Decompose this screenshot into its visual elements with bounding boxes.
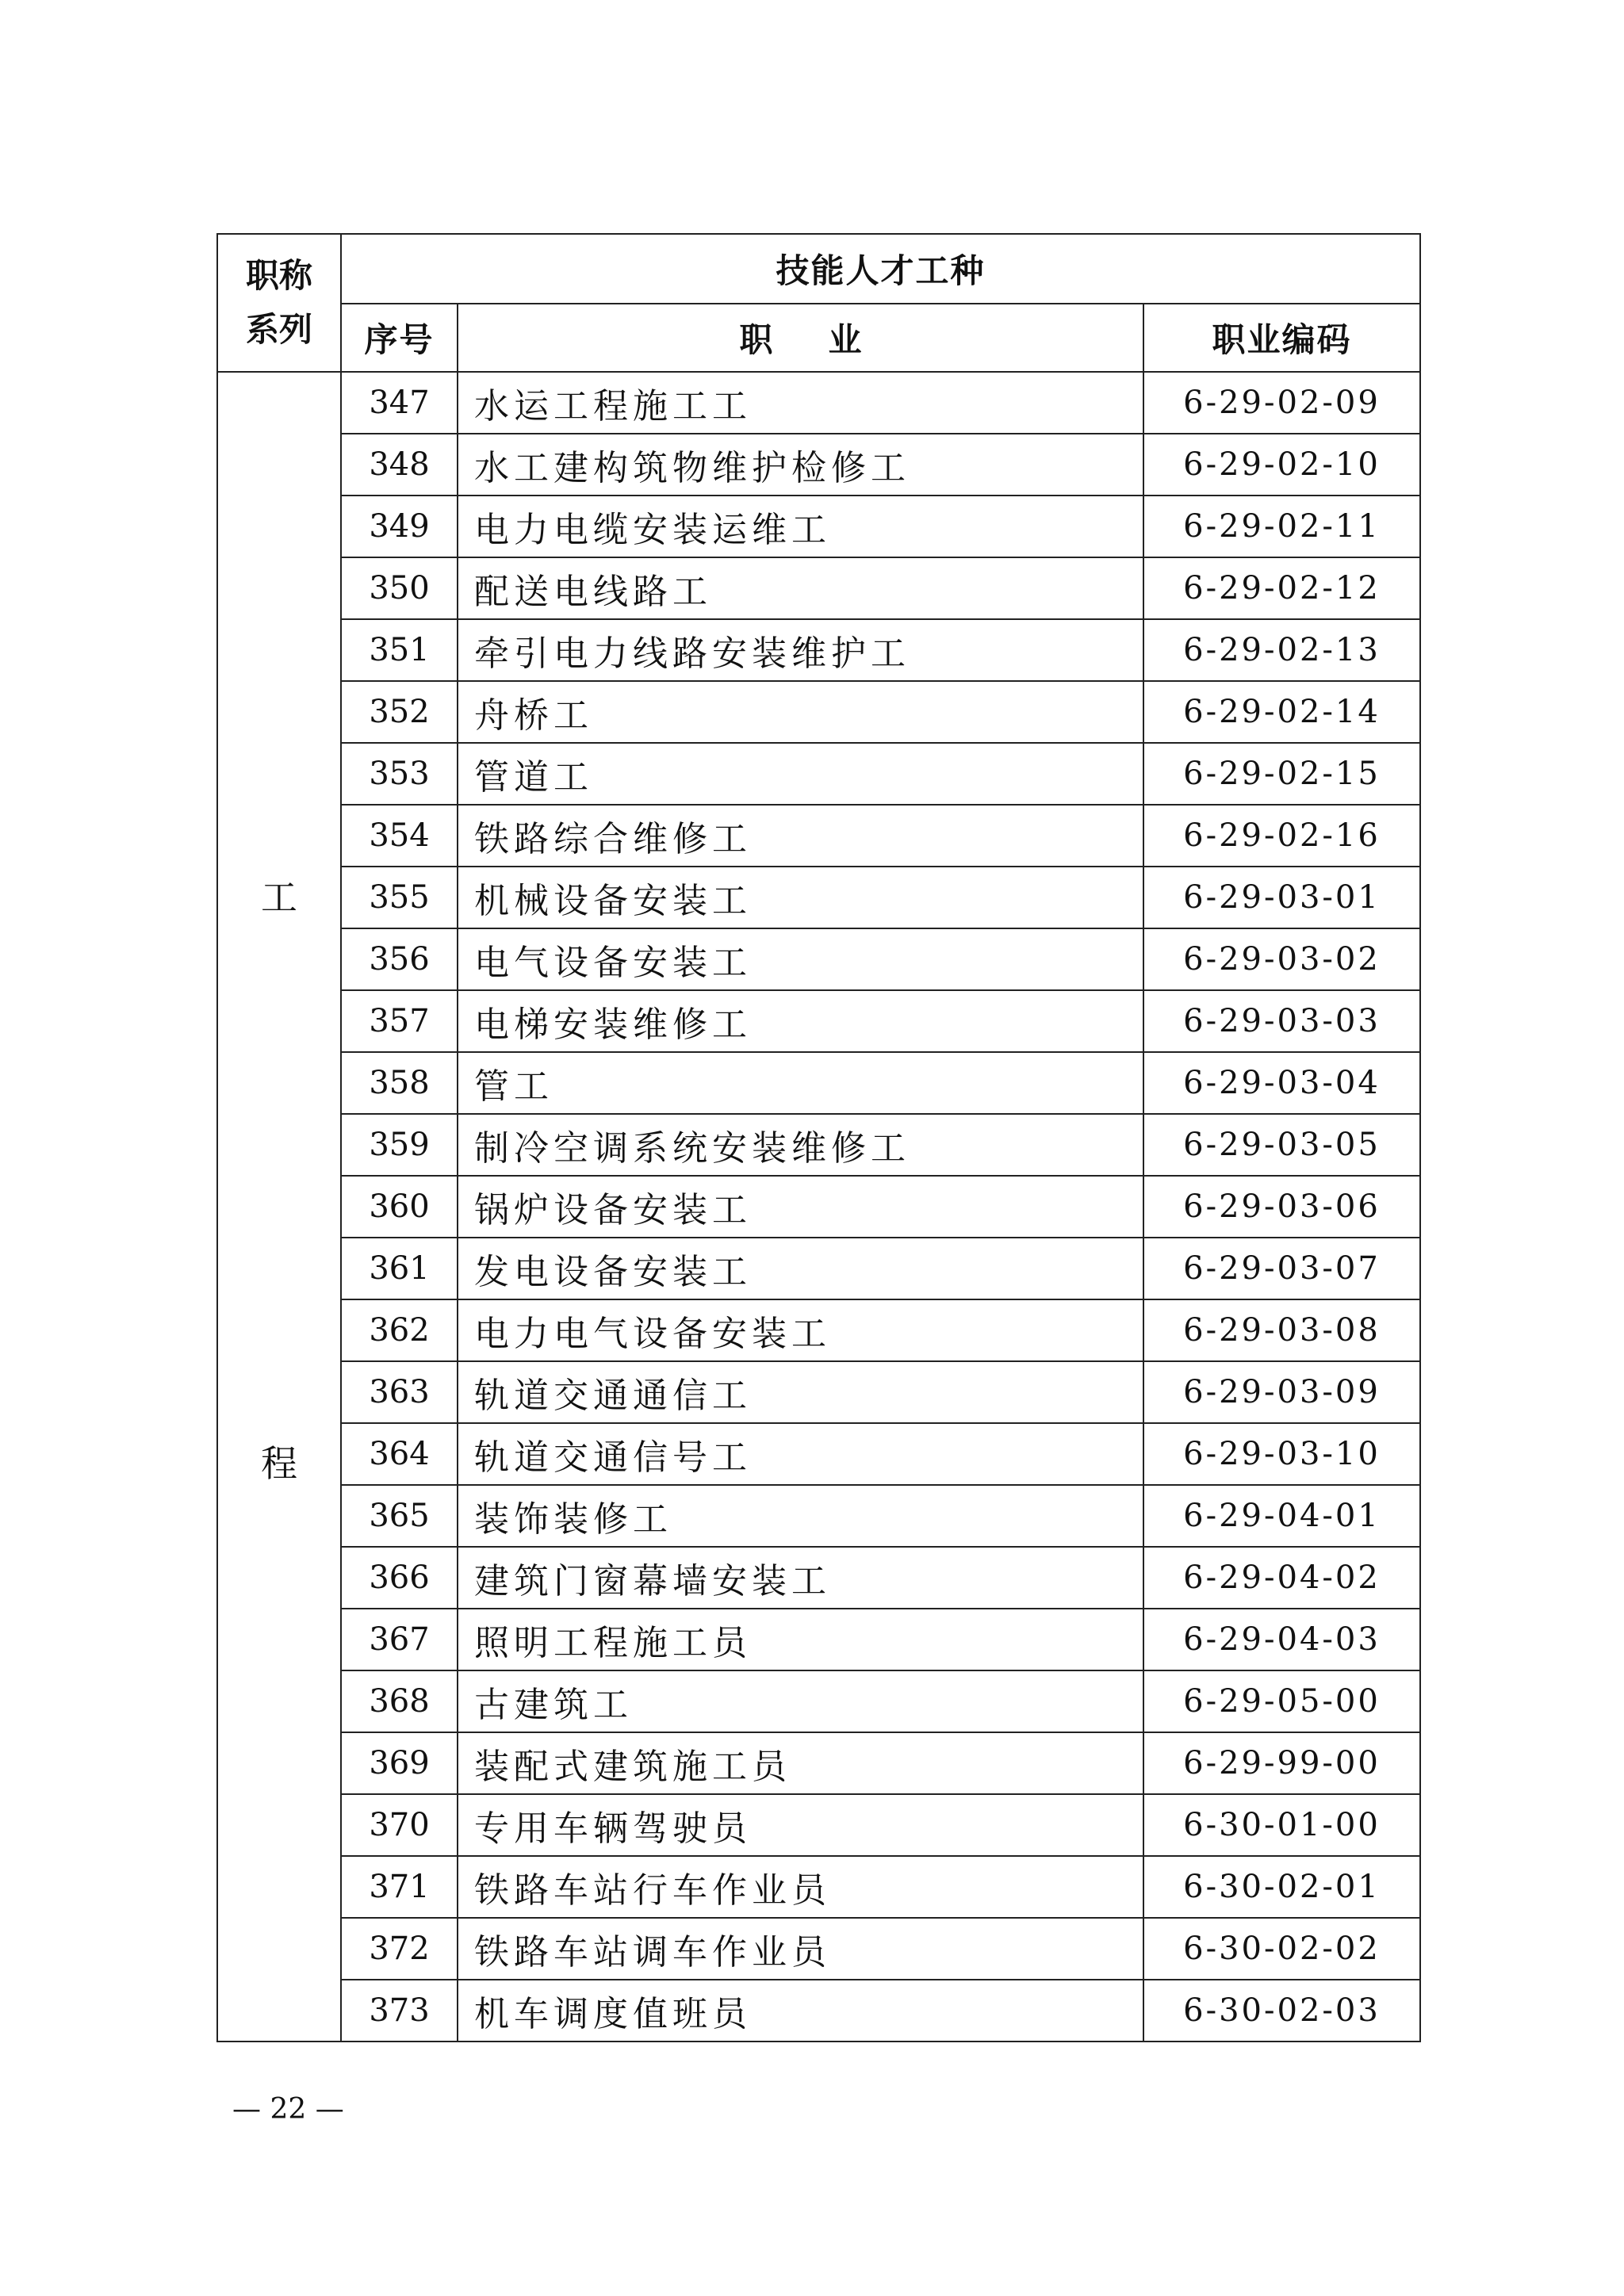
table-row [217, 1918, 1420, 1980]
table-row [217, 1361, 1420, 1423]
table-row [217, 372, 1420, 434]
occupation-code: 6-29-03-03 [1143, 990, 1420, 1052]
table-row [217, 496, 1420, 557]
table-row [217, 990, 1420, 1052]
occupation-name: 配送电线路工 [458, 557, 1143, 619]
table-row [217, 743, 1420, 805]
column-header-code: 职业编码 [1143, 304, 1420, 372]
occupation-code: 6-29-03-06 [1143, 1176, 1420, 1238]
occupation-name: 装饰装修工 [458, 1485, 1143, 1547]
occupation-name: 管道工 [458, 743, 1143, 805]
row-number: 363 [341, 1361, 458, 1423]
row-number: 365 [341, 1485, 458, 1547]
occupation-name: 古建筑工 [458, 1670, 1143, 1732]
table-row [217, 1485, 1420, 1547]
row-number: 364 [341, 1423, 458, 1485]
occupation-code: 6-29-03-08 [1143, 1299, 1420, 1361]
row-number: 356 [341, 928, 458, 990]
row-number: 355 [341, 867, 458, 928]
occupation-code: 6-29-02-12 [1143, 557, 1420, 619]
occupation-code: 6-29-02-16 [1143, 805, 1420, 867]
header-row-top [217, 234, 1420, 304]
table-row [217, 1794, 1420, 1856]
table-row [217, 1980, 1420, 2042]
header-row-sub [217, 304, 1420, 372]
group-title: 技能人才工种 [341, 234, 1420, 304]
table-row [217, 1114, 1420, 1176]
occupation-code: 6-29-02-13 [1143, 619, 1420, 681]
occupation-code: 6-30-02-01 [1143, 1856, 1420, 1918]
row-number: 371 [341, 1856, 458, 1918]
occupation-code: 6-29-03-07 [1143, 1238, 1420, 1299]
row-number: 352 [341, 681, 458, 743]
row-number: 372 [341, 1918, 458, 1980]
occupation-code: 6-29-99-00 [1143, 1732, 1420, 1794]
row-number: 368 [341, 1670, 458, 1732]
occupation-name: 锅炉设备安装工 [458, 1176, 1143, 1238]
row-number: 373 [341, 1980, 458, 2042]
occupation-code: 6-29-02-14 [1143, 681, 1420, 743]
series-char: 工 [261, 876, 297, 919]
occupation-table [216, 233, 1421, 2042]
row-number: 357 [341, 990, 458, 1052]
occupation-name: 制冷空调系统安装维修工 [458, 1114, 1143, 1176]
occupation-name: 铁路车站调车作业员 [458, 1918, 1143, 1980]
occupation-code: 6-29-02-09 [1143, 372, 1420, 434]
occupation-code: 6-29-02-11 [1143, 496, 1420, 557]
table-row [217, 681, 1420, 743]
series-char: 程 [261, 1442, 297, 1485]
occupation-name: 水工建构筑物维护检修工 [458, 434, 1143, 496]
row-number: 369 [341, 1732, 458, 1794]
occupation-code: 6-29-03-01 [1143, 867, 1420, 928]
column-header-occupation-part1: 职 [739, 320, 773, 359]
table-row [217, 1609, 1420, 1670]
row-number: 350 [341, 557, 458, 619]
column-header-occupation-part2: 业 [828, 320, 862, 359]
occupation-code: 6-29-03-09 [1143, 1361, 1420, 1423]
occupation-name: 管工 [458, 1052, 1143, 1114]
table-row [217, 1670, 1420, 1732]
row-number: 348 [341, 434, 458, 496]
occupation-name: 铁路综合维修工 [458, 805, 1143, 867]
occupation-name: 电气设备安装工 [458, 928, 1143, 990]
occupation-name: 装配式建筑施工员 [458, 1732, 1143, 1794]
table-row [217, 928, 1420, 990]
occupation-name: 机车调度值班员 [458, 1980, 1143, 2042]
occupation-name: 轨道交通通信工 [458, 1361, 1143, 1423]
occupation-code: 6-29-04-01 [1143, 1485, 1420, 1547]
row-number: 361 [341, 1238, 458, 1299]
row-number: 360 [341, 1176, 458, 1238]
row-number: 354 [341, 805, 458, 867]
occupation-code: 6-30-02-03 [1143, 1980, 1420, 2042]
table-body [217, 234, 1420, 2042]
occupation-code: 6-29-02-10 [1143, 434, 1420, 496]
series-header-line1: 职称 [245, 256, 312, 295]
row-number: 353 [341, 743, 458, 805]
series-header-line2: 系列 [245, 310, 312, 349]
occupation-name: 电梯安装维修工 [458, 990, 1143, 1052]
occupation-code: 6-29-05-00 [1143, 1670, 1420, 1732]
table-row [217, 1238, 1420, 1299]
occupation-name: 电力电缆安装运维工 [458, 496, 1143, 557]
occupation-name: 牵引电力线路安装维护工 [458, 619, 1143, 681]
occupation-name: 建筑门窗幕墙安装工 [458, 1547, 1143, 1609]
occupation-code: 6-29-04-02 [1143, 1547, 1420, 1609]
occupation-code: 6-29-03-02 [1143, 928, 1420, 990]
series-header-cell [217, 234, 341, 372]
table-row [217, 1732, 1420, 1794]
row-number: 358 [341, 1052, 458, 1114]
table-row [217, 1547, 1420, 1609]
occupation-code: 6-29-03-05 [1143, 1114, 1420, 1176]
table-row [217, 1856, 1420, 1918]
table-row [217, 1423, 1420, 1485]
row-number: 349 [341, 496, 458, 557]
occupation-name: 专用车辆驾驶员 [458, 1794, 1143, 1856]
column-header-no: 序号 [341, 304, 458, 372]
occupation-code: 6-29-02-15 [1143, 743, 1420, 805]
row-number: 362 [341, 1299, 458, 1361]
row-number: 347 [341, 372, 458, 434]
row-number: 370 [341, 1794, 458, 1856]
table-row [217, 1052, 1420, 1114]
occupation-name: 轨道交通信号工 [458, 1423, 1143, 1485]
occupation-code: 6-30-02-02 [1143, 1918, 1420, 1980]
table-row [217, 434, 1420, 496]
row-number: 367 [341, 1609, 458, 1670]
occupation-code: 6-29-04-03 [1143, 1609, 1420, 1670]
table-row [217, 1299, 1420, 1361]
series-cell [217, 372, 341, 2042]
occupation-code: 6-29-03-10 [1143, 1423, 1420, 1485]
occupation-name: 水运工程施工工 [458, 372, 1143, 434]
table-row [217, 557, 1420, 619]
row-number: 359 [341, 1114, 458, 1176]
occupation-code: 6-30-01-00 [1143, 1794, 1420, 1856]
table-row [217, 1176, 1420, 1238]
occupation-name: 舟桥工 [458, 681, 1143, 743]
row-number: 351 [341, 619, 458, 681]
column-header-occupation [458, 304, 1143, 372]
occupation-name: 照明工程施工员 [458, 1609, 1143, 1670]
occupation-name: 电力电气设备安装工 [458, 1299, 1143, 1361]
table-row [217, 867, 1420, 928]
page-number: — 22 — [232, 2093, 344, 2126]
occupation-name: 机械设备安装工 [458, 867, 1143, 928]
table-row [217, 619, 1420, 681]
table-row [217, 805, 1420, 867]
occupation-code: 6-29-03-04 [1143, 1052, 1420, 1114]
occupation-name: 铁路车站行车作业员 [458, 1856, 1143, 1918]
occupation-name: 发电设备安装工 [458, 1238, 1143, 1299]
row-number: 366 [341, 1547, 458, 1609]
